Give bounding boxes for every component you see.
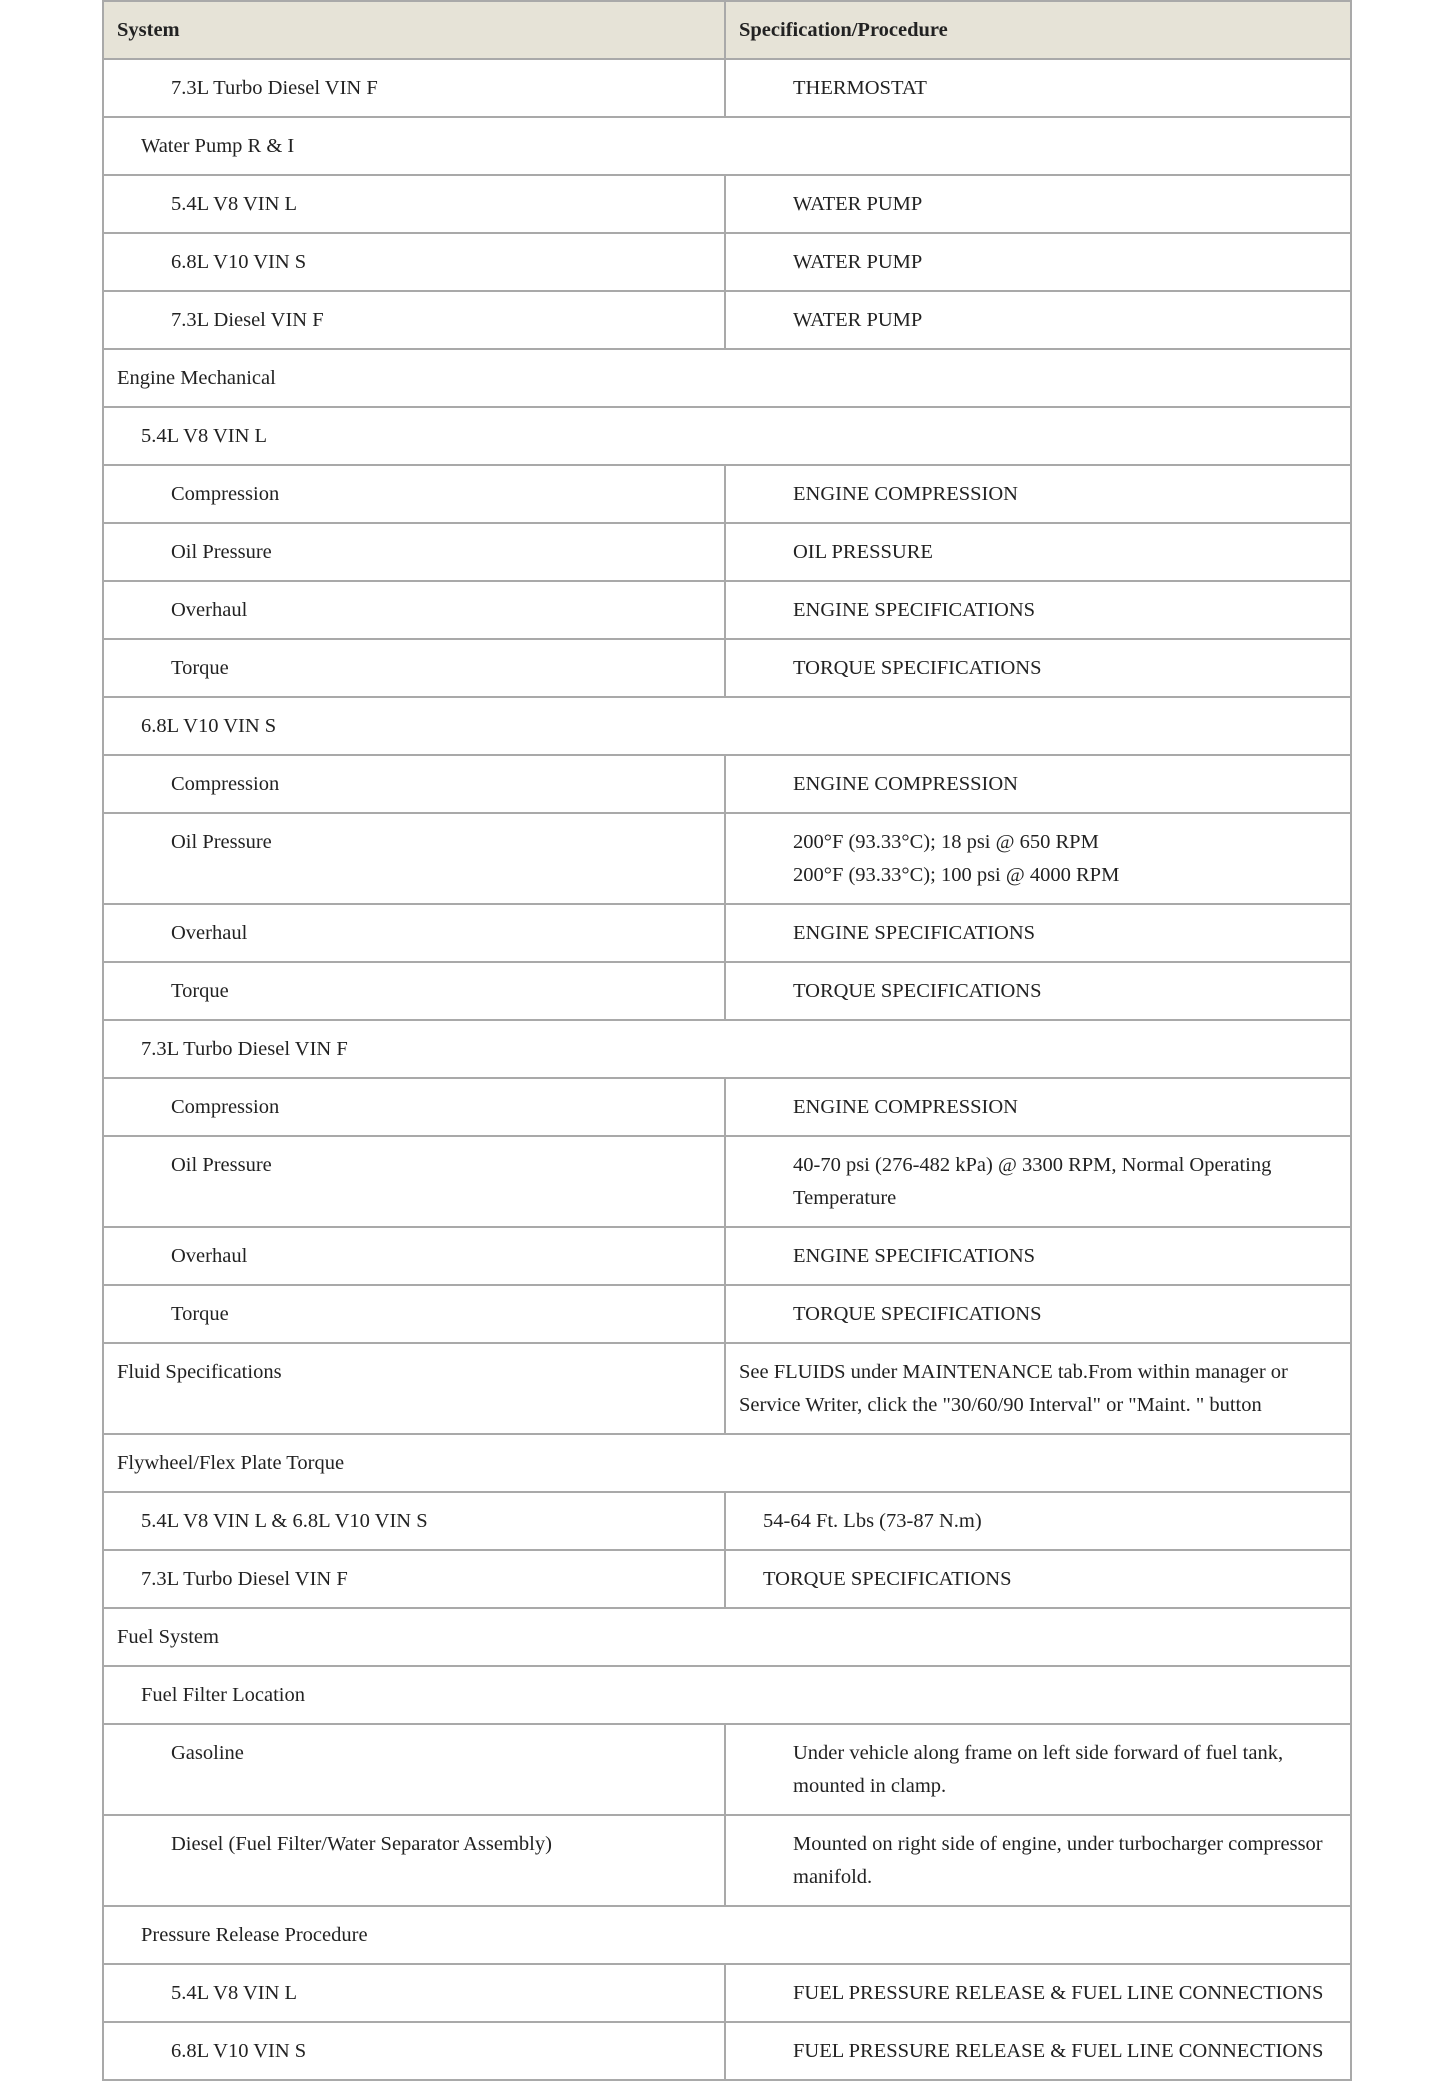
table-row [103, 904, 1351, 962]
table-row [103, 2022, 1351, 2080]
spec-cell: Under vehicle along frame on left side forward of fuel tank, mounted in clamp. [725, 1724, 1351, 1815]
table-row [103, 1964, 1351, 2022]
system-cell: Overhaul [103, 581, 725, 639]
spec-cell: WATER PUMP [725, 175, 1351, 233]
system-cell: 5.4L V8 VIN L [103, 175, 725, 233]
spec-cell: TORQUE SPECIFICATIONS [725, 1550, 1351, 1608]
section-row [103, 1020, 1351, 1078]
table-row [103, 962, 1351, 1020]
table-row [103, 1492, 1351, 1550]
table-header-row [103, 1, 1351, 59]
spec-line: 200°F (93.33°C); 100 psi @ 4000 RPM [793, 864, 1120, 886]
spec-cell: TORQUE SPECIFICATIONS [725, 639, 1351, 697]
spec-cell: OIL PRESSURE [725, 523, 1351, 581]
section-row [103, 697, 1351, 755]
spec-cell: ENGINE COMPRESSION [725, 465, 1351, 523]
system-cell: Oil Pressure [103, 1136, 725, 1227]
spec-cell: TORQUE SPECIFICATIONS [725, 962, 1351, 1020]
system-cell: Oil Pressure [103, 813, 725, 904]
system-cell: Oil Pressure [103, 523, 725, 581]
section-row [103, 1434, 1351, 1492]
spec-cell: FUEL PRESSURE RELEASE & FUEL LINE CONNECTIONS [725, 1964, 1351, 2022]
section-row [103, 1666, 1351, 1724]
system-cell: 7.3L Turbo Diesel VIN F [103, 59, 725, 117]
system-cell: 6.8L V10 VIN S [103, 2022, 725, 2080]
section-row [103, 117, 1351, 175]
specifications-table [102, 0, 1352, 2081]
subsection-heading: Fuel Filter Location [103, 1666, 1351, 1724]
table-row [103, 59, 1351, 117]
spec-cell: ENGINE SPECIFICATIONS [725, 581, 1351, 639]
spec-cell: FUEL PRESSURE RELEASE & FUEL LINE CONNECTIONS [725, 2022, 1351, 2080]
system-cell: Torque [103, 1285, 725, 1343]
section-heading: Fuel System [103, 1608, 1351, 1666]
table-row [103, 1136, 1351, 1227]
table-row [103, 523, 1351, 581]
table-row [103, 291, 1351, 349]
spec-cell: ENGINE COMPRESSION [725, 1078, 1351, 1136]
system-cell: Gasoline [103, 1724, 725, 1815]
system-cell: Fluid Specifications [103, 1343, 725, 1434]
system-cell: 7.3L Diesel VIN F [103, 291, 725, 349]
spec-cell: WATER PUMP [725, 291, 1351, 349]
subsection-heading: 6.8L V10 VIN S [103, 697, 1351, 755]
spec-cell: Mounted on right side of engine, under turbocharger compressor manifold. [725, 1815, 1351, 1906]
table-row [103, 1550, 1351, 1608]
system-cell: Torque [103, 639, 725, 697]
spec-cell: THERMOSTAT [725, 59, 1351, 117]
system-cell: Diesel (Fuel Filter/Water Separator Assembly) [103, 1815, 725, 1906]
table-row [103, 813, 1351, 904]
table-row [103, 755, 1351, 813]
system-cell: 5.4L V8 VIN L & 6.8L V10 VIN S [103, 1492, 725, 1550]
spec-cell: See FLUIDS under MAINTENANCE tab.From within manager or Service Writer, click the "30/60/90 Interval" or "Maint. " button [725, 1343, 1351, 1434]
spec-line: 200°F (93.33°C); 18 psi @ 650 RPM [793, 831, 1099, 853]
spec-cell: ENGINE SPECIFICATIONS [725, 904, 1351, 962]
spec-cell: 40-70 psi (276-482 kPa) @ 3300 RPM, Normal Operating Temperature [725, 1136, 1351, 1227]
section-row [103, 1906, 1351, 1964]
system-cell: Overhaul [103, 1227, 725, 1285]
section-row [103, 349, 1351, 407]
table-row [103, 1343, 1351, 1434]
spec-cell [725, 813, 1351, 904]
spec-cell: ENGINE SPECIFICATIONS [725, 1227, 1351, 1285]
subsection-heading: 5.4L V8 VIN L [103, 407, 1351, 465]
system-cell: Compression [103, 755, 725, 813]
system-cell: Compression [103, 465, 725, 523]
table-row [103, 1815, 1351, 1906]
table-row [103, 1227, 1351, 1285]
system-cell: 5.4L V8 VIN L [103, 1964, 725, 2022]
table-row [103, 175, 1351, 233]
spec-cell: WATER PUMP [725, 233, 1351, 291]
column-header-system: System [103, 1, 725, 59]
section-heading: Flywheel/Flex Plate Torque [103, 1434, 1351, 1492]
section-row [103, 1608, 1351, 1666]
section-row [103, 407, 1351, 465]
table-row [103, 1078, 1351, 1136]
table-row [103, 1724, 1351, 1815]
system-cell: Overhaul [103, 904, 725, 962]
system-cell: 7.3L Turbo Diesel VIN F [103, 1550, 725, 1608]
table-row [103, 581, 1351, 639]
table-row [103, 233, 1351, 291]
table-row [103, 1285, 1351, 1343]
spec-cell: TORQUE SPECIFICATIONS [725, 1285, 1351, 1343]
table-row [103, 639, 1351, 697]
table-row [103, 465, 1351, 523]
subsection-heading: Water Pump R & I [103, 117, 1351, 175]
subsection-heading: 7.3L Turbo Diesel VIN F [103, 1020, 1351, 1078]
column-header-spec: Specification/Procedure [725, 1, 1351, 59]
spec-cell: 54-64 Ft. Lbs (73-87 N.m) [725, 1492, 1351, 1550]
system-cell: Compression [103, 1078, 725, 1136]
spec-cell: ENGINE COMPRESSION [725, 755, 1351, 813]
system-cell: Torque [103, 962, 725, 1020]
section-heading: Engine Mechanical [103, 349, 1351, 407]
subsection-heading: Pressure Release Procedure [103, 1906, 1351, 1964]
system-cell: 6.8L V10 VIN S [103, 233, 725, 291]
